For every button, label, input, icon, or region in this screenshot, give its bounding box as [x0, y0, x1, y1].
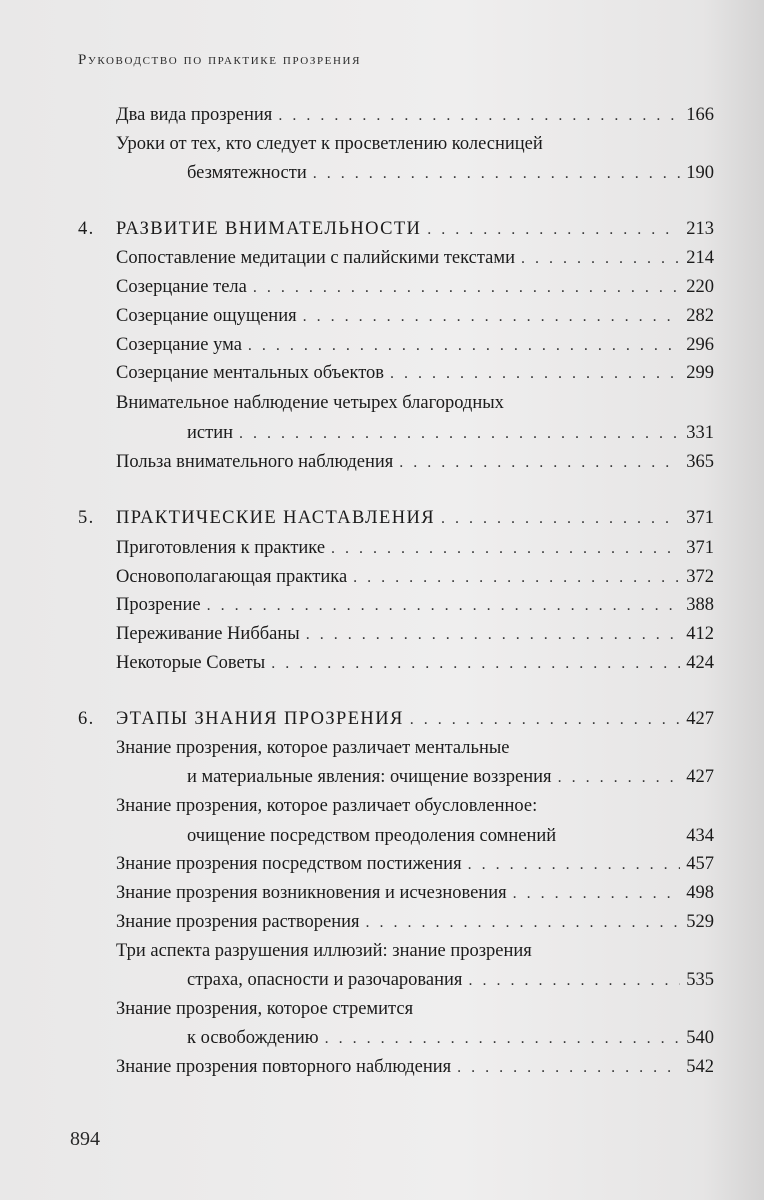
toc-entry-title: Созерцание ментальных объектов [116, 363, 385, 383]
dot-leader [427, 219, 680, 241]
toc-entry-title [78, 507, 435, 529]
toc-entry-title: Знание прозрения, которое стремится [116, 999, 414, 1019]
toc-entry [116, 362, 714, 385]
dot-leader [313, 163, 680, 185]
chapter-number: 6. [78, 709, 95, 729]
dot-leader [410, 709, 681, 731]
dot-leader [306, 624, 681, 646]
toc-entry-title: Некоторые Советы [116, 653, 266, 673]
toc-entry [116, 998, 714, 1021]
toc-entry [116, 911, 714, 934]
dot-leader [278, 105, 680, 127]
toc-page-number: 542 [686, 1057, 714, 1077]
toc-entry-title: Основополагающая практика [116, 567, 348, 587]
toc-page-number: 427 [686, 767, 714, 787]
toc-entry-title: Уроки от тех, кто следует к просветлению колесницей [116, 134, 543, 154]
toc-page-number: 424 [686, 653, 714, 673]
page-number: 894 [70, 1128, 100, 1150]
toc-entry [116, 334, 714, 357]
toc-entry-title: Польза внимательного наблюдения [116, 452, 394, 472]
toc-page-number: 166 [686, 105, 714, 125]
toc-page-number: 282 [686, 306, 714, 326]
toc-entry [116, 104, 714, 127]
toc-page-number: 220 [686, 277, 714, 297]
toc-page-number: 371 [686, 508, 714, 528]
toc-page-number: 457 [686, 854, 714, 874]
toc-entry [116, 566, 714, 589]
toc-entry [187, 422, 714, 445]
toc-entry [116, 305, 714, 328]
toc-chapter [78, 708, 714, 731]
toc-entry-title: Переживание Ниббаны [116, 624, 300, 644]
toc-entry [116, 276, 714, 299]
toc-entry-title: к освобождению [187, 1028, 319, 1048]
toc-entry-title: Знание прозрения повторного наблюдения [116, 1057, 452, 1077]
dot-leader [468, 970, 680, 992]
toc-entry [116, 537, 714, 560]
toc-page-number: 427 [686, 709, 714, 729]
dot-leader [457, 1057, 680, 1079]
toc-entry-title: и материальные явления: очищение воззрения [187, 767, 552, 787]
toc-entry-title: Сопоставление медитации с палийскими текстами [116, 248, 515, 268]
toc-page-number: 371 [686, 538, 714, 558]
toc-entry [116, 392, 714, 415]
dot-leader [253, 277, 680, 299]
toc-entry [187, 162, 714, 185]
dot-leader [271, 653, 680, 675]
toc-entry [116, 623, 714, 646]
toc-entry-title [78, 218, 421, 240]
toc-chapter [78, 507, 714, 530]
toc-entry [187, 1027, 714, 1050]
dot-leader [331, 538, 680, 560]
toc-entry-title: Внимательное наблюдение четырех благородных [116, 393, 504, 413]
chapter-title: РАЗВИТИЕ ВНИМАТЕЛЬНОСТИ [116, 219, 422, 239]
toc-page-number: 498 [686, 883, 714, 903]
dot-leader [468, 854, 681, 876]
toc-entry [116, 451, 714, 474]
toc-entry-title: безмятежности [187, 163, 307, 183]
toc-page-number: 412 [686, 624, 714, 644]
toc-page-number: 190 [686, 163, 714, 183]
toc-page-number: 213 [686, 219, 714, 239]
dot-leader [207, 595, 681, 617]
dot-leader [248, 335, 680, 357]
toc-entry-title: Созерцание ума [116, 335, 242, 355]
dot-leader [353, 567, 680, 589]
dot-leader [513, 883, 681, 905]
toc-page-number: 434 [686, 826, 714, 846]
toc-page-number: 296 [686, 335, 714, 355]
toc-entry-title: Знание прозрения растворения [116, 912, 360, 932]
dot-leader [239, 423, 680, 445]
toc-entry-title: Созерцание тела [116, 277, 247, 297]
toc-chapter [78, 218, 714, 241]
toc-entry-title: Два вида прозрения [116, 105, 273, 125]
dot-leader [521, 248, 680, 270]
toc-entry [116, 652, 714, 675]
toc-entry-title: страха, опасности и разочарования [187, 970, 463, 990]
toc-entry-title: Приготовления к практике [116, 538, 326, 558]
toc-page-number: 372 [686, 567, 714, 587]
toc-entry-title: Знание прозрения возникновения и исчезновения [116, 883, 507, 903]
toc-entry [116, 940, 714, 963]
dot-leader [366, 912, 681, 934]
running-head: Руководство по практике прозрения [78, 52, 362, 68]
dot-leader [441, 508, 680, 530]
toc-entry [116, 882, 714, 905]
toc-entry-title [78, 708, 404, 730]
toc-entry [116, 247, 714, 270]
toc-entry-title: Знание прозрения посредством постижения [116, 854, 462, 874]
toc-page-number: 299 [686, 363, 714, 383]
toc-entry-title: Созерцание ощущения [116, 306, 297, 326]
toc-entry-title: истин [187, 423, 233, 443]
toc-page-number: 529 [686, 912, 714, 932]
toc-entry [116, 795, 714, 818]
toc-entry-title: Знание прозрения, которое различает обусловленное: [116, 796, 538, 816]
toc-entry [187, 825, 714, 848]
toc-entry-title: очищение посредством преодоления сомнений [187, 826, 557, 846]
toc-entry [187, 969, 714, 992]
chapter-title: ЭТАПЫ ЗНАНИЯ ПРОЗРЕНИЯ [116, 709, 404, 729]
toc-entry [116, 594, 714, 617]
toc-page-number: 388 [686, 595, 714, 615]
toc-entry [187, 766, 714, 789]
chapter-title: ПРАКТИЧЕСКИЕ НАСТАВЛЕНИЯ [116, 508, 435, 528]
toc-entry-title: Прозрение [116, 595, 201, 615]
toc-page-number: 331 [686, 423, 714, 443]
toc-page-number: 540 [686, 1028, 714, 1048]
dot-leader [390, 363, 680, 385]
dot-leader [325, 1028, 681, 1050]
chapter-number: 5. [78, 508, 95, 528]
dot-leader [399, 452, 680, 474]
toc-entry [116, 737, 714, 760]
dot-leader [558, 767, 681, 789]
toc-page-number: 535 [686, 970, 714, 990]
chapter-number: 4. [78, 219, 95, 239]
toc-page-number: 214 [686, 248, 714, 268]
toc-page-number: 365 [686, 452, 714, 472]
dot-leader [303, 306, 681, 328]
toc-entry [116, 853, 714, 876]
toc-entry-title: Три аспекта разрушения иллюзий: знание прозрения [116, 941, 532, 961]
toc-entry [116, 133, 714, 156]
toc-entry-title: Знание прозрения, которое различает ментальные [116, 738, 510, 758]
toc-entry [116, 1056, 714, 1079]
